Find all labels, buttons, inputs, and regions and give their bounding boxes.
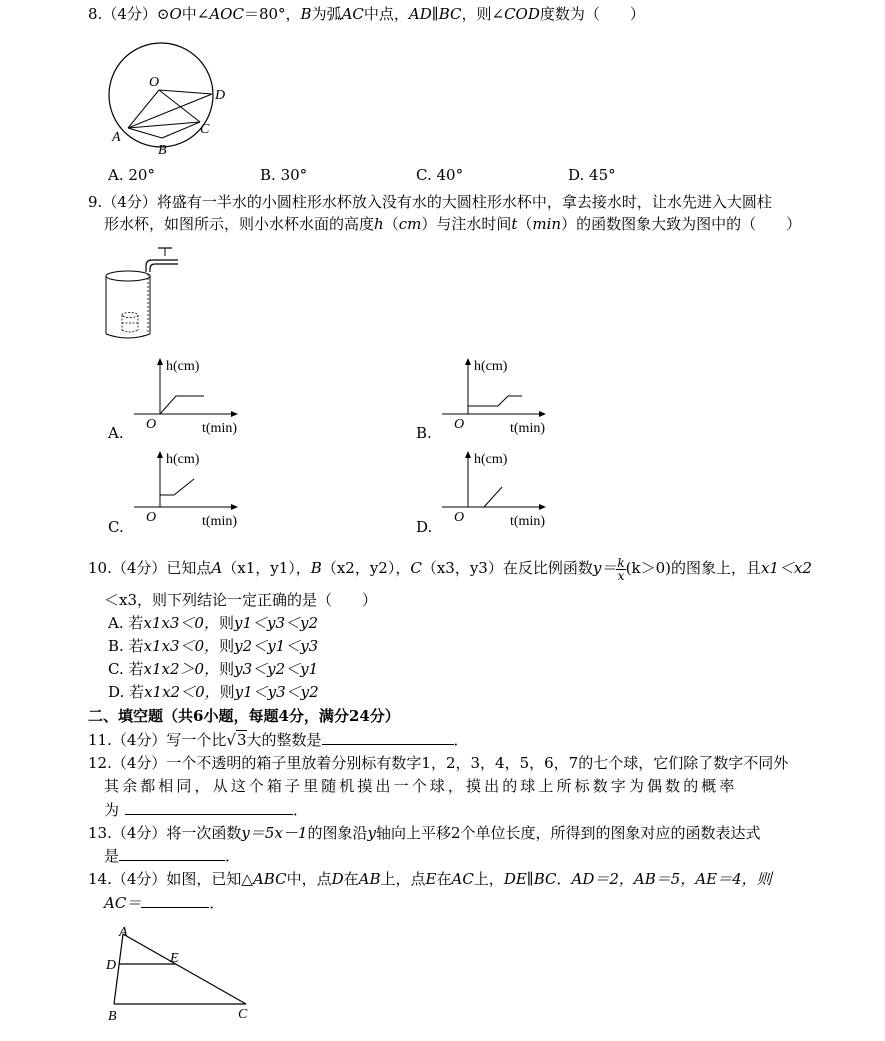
- q9-graph-b[interactable]: [440, 352, 560, 442]
- q12-stem-line3: 为 ．: [104, 801, 309, 819]
- q10-stem-line2: ＜x3，则下列结论一定正确的是（ ）: [104, 591, 378, 609]
- q9-option-c[interactable]: C.: [108, 518, 124, 536]
- svg-text:h(cm): h(cm): [166, 359, 200, 374]
- q8-label-D: D: [215, 88, 226, 103]
- q11-answer-blank[interactable]: [322, 730, 454, 745]
- q8-label-O: O: [149, 75, 160, 90]
- q8-option-b[interactable]: B. 30°: [260, 166, 308, 184]
- q8-label-C: C: [200, 122, 210, 137]
- q14-triangle-figure: [100, 922, 260, 1026]
- q10-option-b[interactable]: B. 若x1x3＜0，则y2＜y1＜y3: [108, 637, 319, 655]
- svg-text:t(min): t(min): [510, 514, 545, 529]
- q8-segment-OC: [159, 90, 200, 122]
- svg-text:t(min): t(min): [202, 514, 237, 529]
- q8-segment-OA: [128, 90, 159, 128]
- svg-text:t(min): t(min): [202, 421, 237, 436]
- q9-big-cylinder-bottom: [106, 334, 150, 338]
- q14-segment-AC: [123, 934, 246, 1004]
- q9-option-d[interactable]: D.: [416, 518, 433, 536]
- q9-stem-line2: 形水杯，如图所示，则小水杯水面的高度h（cm）与注水时间t（min）的函数图象大致为图中的（ ）: [104, 215, 802, 233]
- q11-number: 11.: [88, 731, 112, 749]
- q12-answer-blank[interactable]: [125, 800, 293, 815]
- svg-text:h(cm): h(cm): [474, 359, 508, 374]
- q12-stem-line2: 其余都相同，从这个箱子里随机摸出一个球，摸出的球上所标数字为偶数的概率: [104, 777, 738, 795]
- q9-number: 9.: [88, 193, 103, 211]
- q9-small-cylinder: [122, 313, 138, 318]
- q8-label-B: B: [158, 143, 167, 158]
- section-2-title: 二、填空题（共6小题，每题4分，满分24分）: [88, 707, 400, 725]
- svg-text:O: O: [146, 417, 157, 432]
- q10-option-d[interactable]: D. 若x1x2＜0，则y1＜y3＜y2: [108, 683, 319, 701]
- q8-segment-AC: [128, 122, 200, 128]
- q14-label-A: A: [119, 925, 128, 940]
- q9-graph-d[interactable]: [440, 445, 560, 535]
- q9-graph-a[interactable]: [132, 352, 252, 442]
- svg-text:O: O: [454, 510, 465, 525]
- q9-graph-b-curve: [468, 396, 522, 406]
- q14-answer-blank[interactable]: [141, 893, 209, 908]
- q9-graph-d-curve: [484, 487, 502, 507]
- q8-number: 8.: [88, 5, 103, 23]
- q9-graph-a-curve: [160, 396, 204, 414]
- q9-graph-c-curve: [160, 479, 194, 495]
- svg-text:O: O: [454, 417, 465, 432]
- q14-label-D: D: [106, 958, 117, 973]
- q9-graph-c[interactable]: [132, 445, 252, 535]
- q13-answer-blank[interactable]: [119, 846, 225, 861]
- q10-option-c[interactable]: C. 若x1x2＞0，则y3＜y2＜y1: [108, 660, 319, 678]
- q10-number: 10.: [88, 559, 112, 577]
- svg-text:h(cm): h(cm): [166, 452, 200, 467]
- svg-text:t(min): t(min): [510, 421, 545, 436]
- q10-stem-line1: 10.（4分）已知点A（x1，y1），B（x2，y2），C（x3，y3）在反比例函数y＝ $\frac{k}{x}$ (k＞0)的图象上，且x1＜x2: [88, 555, 812, 583]
- q14-number: 14.: [88, 870, 112, 888]
- q10-fraction: $\frac{k}{x}$: [617, 555, 625, 583]
- q8-segment-OD: [159, 90, 212, 94]
- q8-circle-figure: [104, 38, 234, 158]
- q13-number: 13.: [88, 824, 112, 842]
- q8-option-c[interactable]: C. 40°: [416, 166, 464, 184]
- q8-option-d[interactable]: D. 45°: [568, 166, 616, 184]
- q8-label-A: A: [112, 130, 121, 145]
- q8-segment-AB: [128, 128, 162, 138]
- q14-label-B: B: [108, 1009, 117, 1024]
- svg-text:O: O: [146, 510, 157, 525]
- q12-number: 12.: [88, 754, 112, 772]
- q14-stem-line1: 14.（4分）如图，已知△ABC中，点D在AB上，点E在AC上，DE∥BC．AD＝2，AB＝5，AE＝4，则: [88, 870, 772, 888]
- q12-stem-line1: 12.（4分）一个不透明的箱子里放着分别标有数字1，2，3，4，5，6，7的七个球，它们除了数字不同外: [88, 754, 789, 772]
- q14-stem-line2: AC＝ ．: [104, 894, 225, 912]
- q8-circle: [109, 43, 213, 147]
- q13-stem-line2: 是 ．: [104, 847, 241, 865]
- q8-option-a[interactable]: A. 20°: [108, 166, 155, 184]
- q8-stem: 8.（4分）⊙O中∠AOC＝80°，B为弧AC中点，AD∥BC，则∠COD度数为（ ）: [88, 5, 645, 23]
- q9-option-b[interactable]: B.: [416, 424, 432, 442]
- q9-stem-line1: 9.（4分）将盛有一半水的小圆柱形水杯放入没有水的大圆柱形水杯中，拿去接水时，让水先进入大圆柱: [88, 193, 772, 211]
- q9-big-cylinder-top: [106, 271, 150, 281]
- q14-label-E: E: [170, 951, 179, 966]
- q14-label-C: C: [238, 1007, 248, 1022]
- q13-stem-line1: 13.（4分）将一次函数y＝5x－1的图象沿y轴向上平移2个单位长度，所得到的图象对应的函数表达式: [88, 824, 761, 842]
- q9-option-a[interactable]: A.: [108, 424, 124, 442]
- q11-stem: 11.（4分）写一个比√3大的整数是 ．: [88, 731, 469, 749]
- svg-text:h(cm): h(cm): [474, 452, 508, 467]
- q10-option-a[interactable]: A. 若x1x3＜0，则y1＜y3＜y2: [108, 614, 319, 632]
- q9-cylinder-figure: [100, 242, 190, 344]
